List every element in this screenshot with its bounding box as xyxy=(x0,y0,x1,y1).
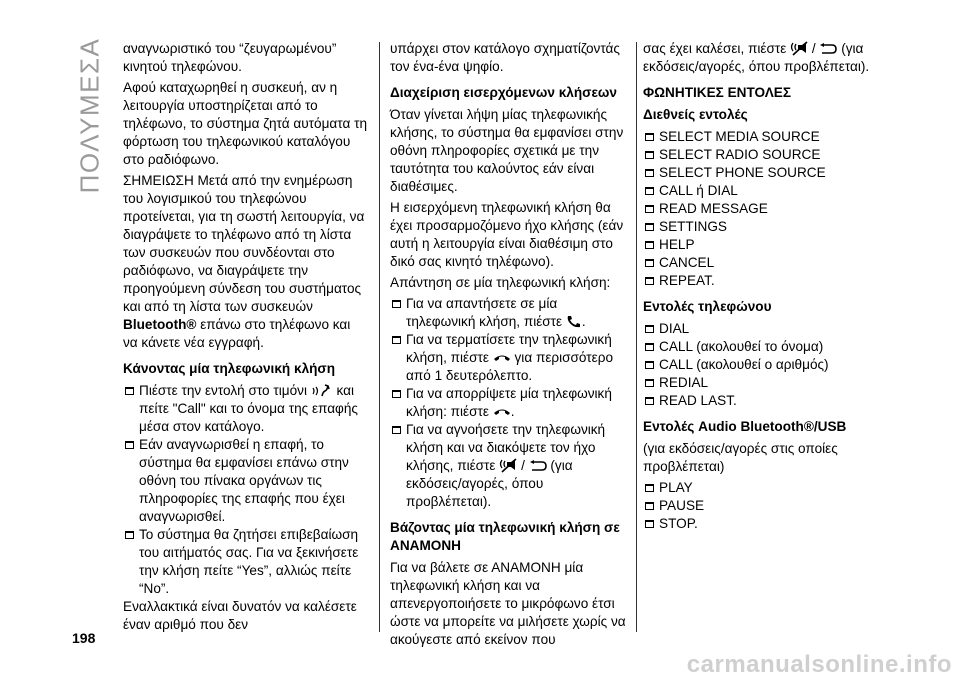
paragraph: αναγνωριστικό του “ζευγαρωμένου” κινητού τηλεφώνου. xyxy=(123,41,337,74)
command-item xyxy=(643,479,893,497)
command-label: CANCEL xyxy=(659,255,715,270)
voice-command-icon xyxy=(311,384,333,398)
heading-incoming-calls: Διαχείριση εισερχόμενων κλήσεων xyxy=(390,85,617,100)
bullet-icon xyxy=(645,502,654,510)
paragraph: Για να βάλετε σε ΑΝΑΜΟΝΗ μία τηλεφωνική κλήση και να απενεργοποιήσετε το μικρόφωνο έτσι ώστε να μπορείτε να μιλήσετε χωρίς να ακούγεστε από εκείνον που xyxy=(390,560,626,647)
column-divider-1 xyxy=(379,42,380,632)
command-item xyxy=(643,182,893,200)
phone-hangup-icon xyxy=(493,353,511,363)
phone-commands-list xyxy=(643,320,893,410)
watermark: carmanualsonline.info xyxy=(686,651,952,678)
command-label: STOP. xyxy=(659,516,698,531)
call-steps xyxy=(123,382,368,598)
command-label: SELECT RADIO SOURCE xyxy=(659,147,821,162)
bullet-icon xyxy=(392,390,401,398)
bullet-icon xyxy=(392,300,401,308)
command-item xyxy=(643,374,893,392)
list-item: Πιέστε την εντολή στο τιμόνι και πείτε "Call" και το όνομα της επαφής μέσα στον κατάλογο. xyxy=(123,382,368,436)
list-item: Για να τερματίσετε την τηλεφωνική κλήση, πιέστε για περισσότερο από 1 δευτερόλεπτο. xyxy=(390,331,630,385)
paragraph: υπάρχει στον κατάλογο σχηματίζοντάς τον ένα-ένα ψηφίο. xyxy=(390,41,620,74)
bullet-icon xyxy=(645,277,654,285)
page-number: 198 xyxy=(72,630,96,646)
command-label: REPEAT. xyxy=(659,273,715,288)
heading-audio-commands: Εντολές Audio Bluetooth®/USB xyxy=(643,419,847,434)
paragraph: Η εισερχόμενη τηλεφωνική κλήση θα έχει προσαρμοζόμενο ήχο κλήσης (εάν αυτή η λειτουργία είναι διαθέσιμη στο δικό σας κινητό τηλέφωνο). xyxy=(390,200,624,269)
command-item xyxy=(643,128,893,146)
bullet-icon xyxy=(125,387,134,395)
heading-call-hold: Βάζοντας μία τηλεφωνική κλήση σε ΑΝΑΜΟΝΗ xyxy=(390,520,620,553)
command-label: READ LAST. xyxy=(659,393,737,408)
paragraph: (για εκδόσεις/αγορές στις οποίες προβλέπεται) xyxy=(643,441,838,474)
column-divider-2 xyxy=(636,42,637,632)
bullet-icon xyxy=(645,397,654,405)
command-label: CALL (ακολουθεί ο αριθμός) xyxy=(659,357,829,372)
bluetooth-term: Bluetooth® xyxy=(123,317,197,332)
command-label: DIAL xyxy=(659,321,690,336)
bullet-icon xyxy=(645,241,654,249)
bullet-icon xyxy=(645,343,654,351)
command-item xyxy=(643,236,893,254)
phone-answer-icon xyxy=(566,315,582,329)
mute-icon xyxy=(790,41,808,57)
command-item xyxy=(643,392,893,410)
command-label: PLAY xyxy=(659,480,693,495)
bullet-icon xyxy=(645,520,654,528)
command-label: REDIAL xyxy=(659,375,709,390)
return-arrow-icon xyxy=(819,43,837,55)
bullet-icon xyxy=(392,336,401,344)
list-item: Για να απαντήσετε σε μία τηλεφωνική κλήση, πιέστε . xyxy=(390,295,630,331)
column-3 xyxy=(643,40,893,533)
command-label: CALL (ακολουθεί το όνομα) xyxy=(659,339,824,354)
bullet-icon xyxy=(645,379,654,387)
paragraph: Απάντηση σε μία τηλεφωνική κλήση: xyxy=(390,275,611,290)
command-label: HELP xyxy=(659,237,695,252)
command-item xyxy=(643,338,893,356)
list-item: Το σύστημα θα ζητήσει επιβεβαίωση του αιτήματός σας. Για να ξεκινήσετε την κλήση πείτε “Yes”, αλλιώς πείτε “No”. xyxy=(123,526,368,598)
command-label: READ MESSAGE xyxy=(659,201,768,216)
bullet-icon xyxy=(645,205,654,213)
command-item xyxy=(643,272,893,290)
list-item: Εάν αναγνωρισθεί η επαφή, το σύστημα θα εμφανίσει επάνω στην οθόνη του πίνακα οργάνων τις πληροφορίες της επαφής που έχει αναγνωρισθεί. xyxy=(123,436,368,526)
bullet-icon xyxy=(392,426,401,434)
command-label: SELECT MEDIA SOURCE xyxy=(659,129,820,144)
command-item xyxy=(643,497,893,515)
command-item xyxy=(643,146,893,164)
bullet-icon xyxy=(645,361,654,369)
bullet-icon xyxy=(645,325,654,333)
list-item: Για να απορρίψετε μία τηλεφωνική κλήση: πιέστε . xyxy=(390,385,630,421)
audio-commands-list xyxy=(643,479,893,533)
command-item xyxy=(643,200,893,218)
section-title xyxy=(72,37,108,193)
return-arrow-icon xyxy=(529,460,547,472)
global-commands-list xyxy=(643,128,893,290)
heading-voice-commands: ΦΩΝΗΤΙΚΕΣ ΕΝΤΟΛΕΣ xyxy=(643,85,792,100)
command-label: PAUSE xyxy=(659,498,705,513)
heading-phone-commands: Εντολές τηλεφώνου xyxy=(643,299,772,314)
command-label: SELECT PHONE SOURCE xyxy=(659,165,826,180)
command-item xyxy=(643,254,893,272)
bullet-icon xyxy=(645,223,654,231)
column-1 xyxy=(123,40,368,637)
incoming-steps xyxy=(390,295,630,511)
bullet-icon xyxy=(645,259,654,267)
list-item: Για να αγνοήσετε την τηλεφωνική κλήση και να διακόψετε τον ήχο κλήσης, πιέστε / (για εκδόσεις/αγορές, όπου προβλέπεται). xyxy=(390,421,630,511)
command-item xyxy=(643,320,893,338)
command-label: CALL ή DIAL xyxy=(659,183,738,198)
section-title-text: ΠΟΛΥΜΕΣΑ xyxy=(74,37,105,193)
bullet-icon xyxy=(645,169,654,177)
command-item xyxy=(643,356,893,374)
command-item xyxy=(643,515,893,533)
bullet-icon xyxy=(645,187,654,195)
mute-icon xyxy=(499,458,517,474)
paragraph: Εναλλακτικά είναι δυνατόν να καλέσετε έναν αριθμό που δεν xyxy=(123,599,357,632)
command-label: SETTINGS xyxy=(659,219,727,234)
note-paragraph: ΣΗΜΕΙΩΣΗ Μετά από την ενημέρωση του λογισμικού του τηλεφώνου προτείνεται, για τη σωστή λειτουργία, να διαγράψετε το τηλέφωνο από τη λίστα των συσκευών που συνδέονται στο ραδιόφωνο, να διαγράψετε την προηγούμενη σύνδεση του συστήματος και από τη λίστα των συσκευών Bluetooth® επάνω στο τηλέφωνο και να κάνετε νέα εγγραφή. xyxy=(123,173,365,350)
bullet-icon xyxy=(125,441,134,449)
heading-make-call: Κάνοντας μία τηλεφωνική κλήση xyxy=(123,361,336,376)
command-item xyxy=(643,164,893,182)
bullet-icon xyxy=(645,151,654,159)
bullet-icon xyxy=(645,484,654,492)
command-item xyxy=(643,218,893,236)
column-2 xyxy=(390,40,630,652)
paragraph: Αφού καταχωρηθεί η συσκευή, αν η λειτουργία υποστηρίζεται από το τηλέφωνο, το σύστημα ζητά αυτόματα τη φόρτωση του τηλεφωνικού καταλόγου στο ραδιόφωνο. xyxy=(123,80,368,167)
paragraph: Όταν γίνεται λήψη μίας τηλεφωνικής κλήσης, το σύστημα θα εμφανίσει στην οθόνη πληροφορίες σχετικά με την ταυτότητα του καλούντος εάν είναι διαθέσιμες. xyxy=(390,107,624,194)
bullet-icon xyxy=(645,133,654,141)
bullet-icon xyxy=(125,531,134,539)
heading-global-commands: Διεθνείς εντολές xyxy=(643,107,748,122)
paragraph: σας έχει καλέσει, πιέστε / (για εκδόσεις/αγορές, όπου προβλέπεται). xyxy=(643,41,870,74)
phone-hangup-icon xyxy=(493,407,511,417)
